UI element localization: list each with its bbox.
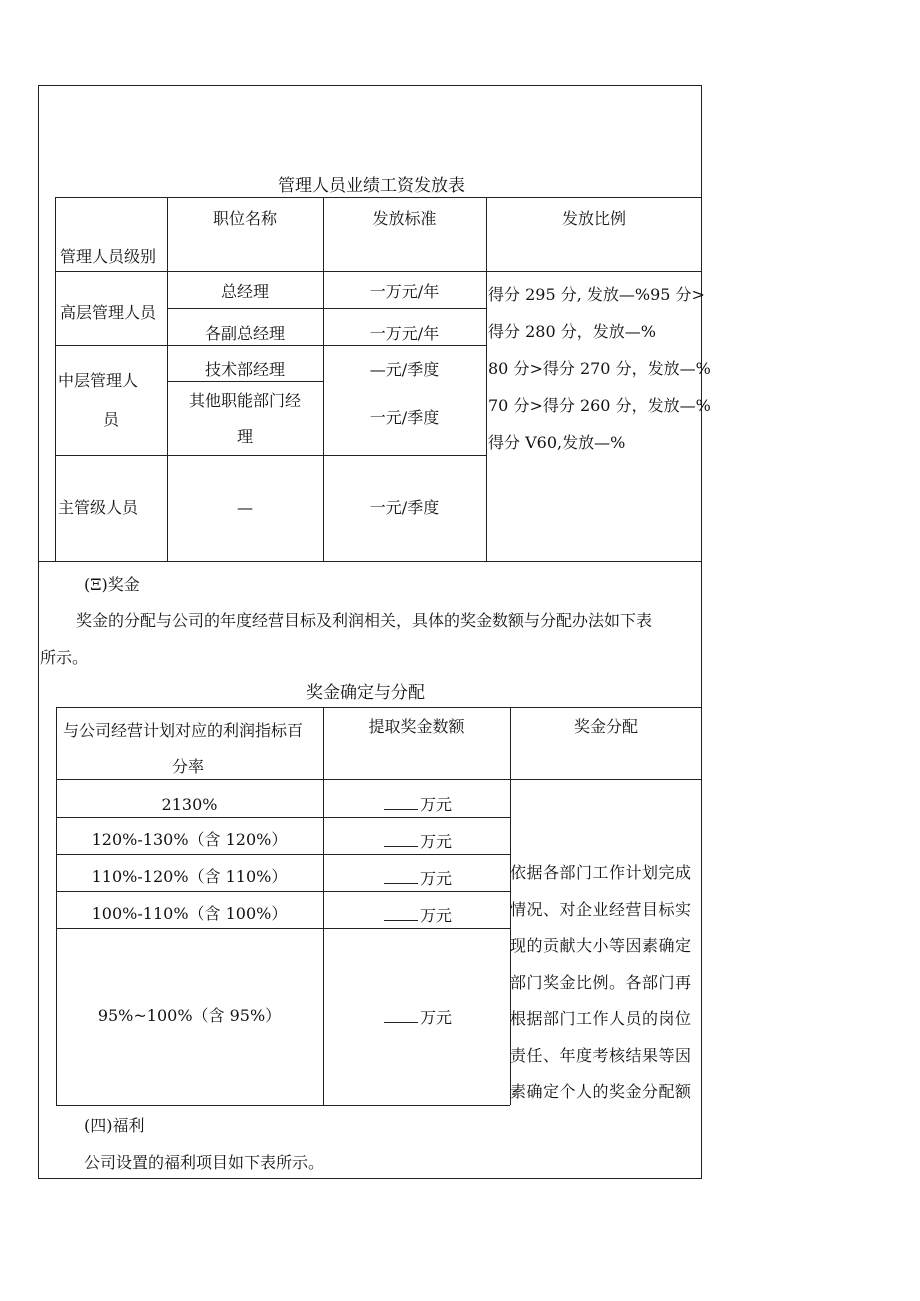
pct-row-5: 95%~100%（含 95%）: [97, 1006, 282, 1025]
position-other-line2: 理: [236, 427, 253, 446]
ratio-line-5: 得分 V60,发放—%: [488, 433, 626, 452]
header-position: 职位名称: [212, 209, 277, 228]
section3-heading: (Ξ)奖金: [84, 575, 140, 594]
ratio-line-1: 得分 295 分, 发放—%95 分>: [488, 285, 705, 304]
header-pct-line1: 与公司经营计划对应的利润指标百: [63, 721, 304, 740]
amount-row-2: 万元: [384, 832, 452, 852]
standard-gm: 一万元/年: [369, 282, 440, 301]
level-middle-line1: 中层管理人: [58, 371, 139, 390]
header-level: 管理人员级别: [60, 247, 157, 266]
standard-supervisor: 一元/季度: [369, 498, 440, 517]
pct-row-3: 110%-120%（含 110%）: [91, 867, 288, 886]
level-middle-line2: 员: [102, 410, 119, 429]
header-amount: 提取奖金数额: [368, 717, 465, 736]
amount-row-4: 万元: [384, 906, 452, 926]
position-supervisor: —: [237, 498, 253, 517]
alloc-description: 依据各部门工作计划完成情况、对企业经营目标实现的贡献大小等因素确定部门奖金比例。各部门再根据部门工作人员的岗位责任、年度考核结果等因素确定个人的奖金分配额: [510, 863, 692, 1101]
header-ratio: 发放比例: [561, 209, 626, 228]
standard-other: 一元/季度: [369, 408, 440, 427]
section4-paragraph: 公司设置的福利项目如下表所示。: [84, 1153, 325, 1172]
pct-row-4: 100%-110%（含 100%）: [91, 904, 288, 923]
amount-row-3: 万元: [384, 869, 452, 889]
header-alloc: 奖金分配: [573, 717, 638, 736]
ratio-line-3: 80 分>得分 270 分，发放—%: [488, 359, 711, 378]
section3-paragraph-line1: 奖金的分配与公司的年度经营目标及利润相关，具体的奖金数额与分配办法如下表: [76, 611, 653, 630]
amount-row-1: 万元: [384, 795, 452, 815]
position-other-line1: 其他职能部门经: [188, 391, 301, 410]
standard-tech: —元/季度: [369, 360, 440, 379]
header-standard: 发放标准: [372, 209, 437, 228]
level-senior: 高层管理人员: [60, 303, 157, 322]
table1-title: 管理人员业绩工资发放表: [278, 176, 465, 196]
position-tech: 技术部经理: [204, 360, 285, 379]
section4-heading: (四)福利: [84, 1116, 145, 1135]
section3-paragraph-line2: 所示。: [40, 648, 89, 667]
table2-title: 奖金确定与分配: [306, 683, 425, 703]
pct-row-2: 120%-130%（含 120%）: [91, 830, 288, 849]
level-supervisor: 主管级人员: [58, 498, 139, 517]
amount-row-5: 万元: [384, 1008, 452, 1028]
pct-row-1: 2130%: [161, 795, 218, 814]
header-pct-line2: 分率: [172, 757, 205, 776]
standard-vgm: 一万元/年: [369, 324, 440, 343]
position-vgm: 各副总经理: [204, 324, 285, 343]
ratio-line-2: 得分 280 分，发放—%: [488, 322, 656, 341]
ratio-line-4: 70 分>得分 260 分，发放—%: [488, 396, 711, 415]
position-gm: 总经理: [220, 282, 269, 301]
